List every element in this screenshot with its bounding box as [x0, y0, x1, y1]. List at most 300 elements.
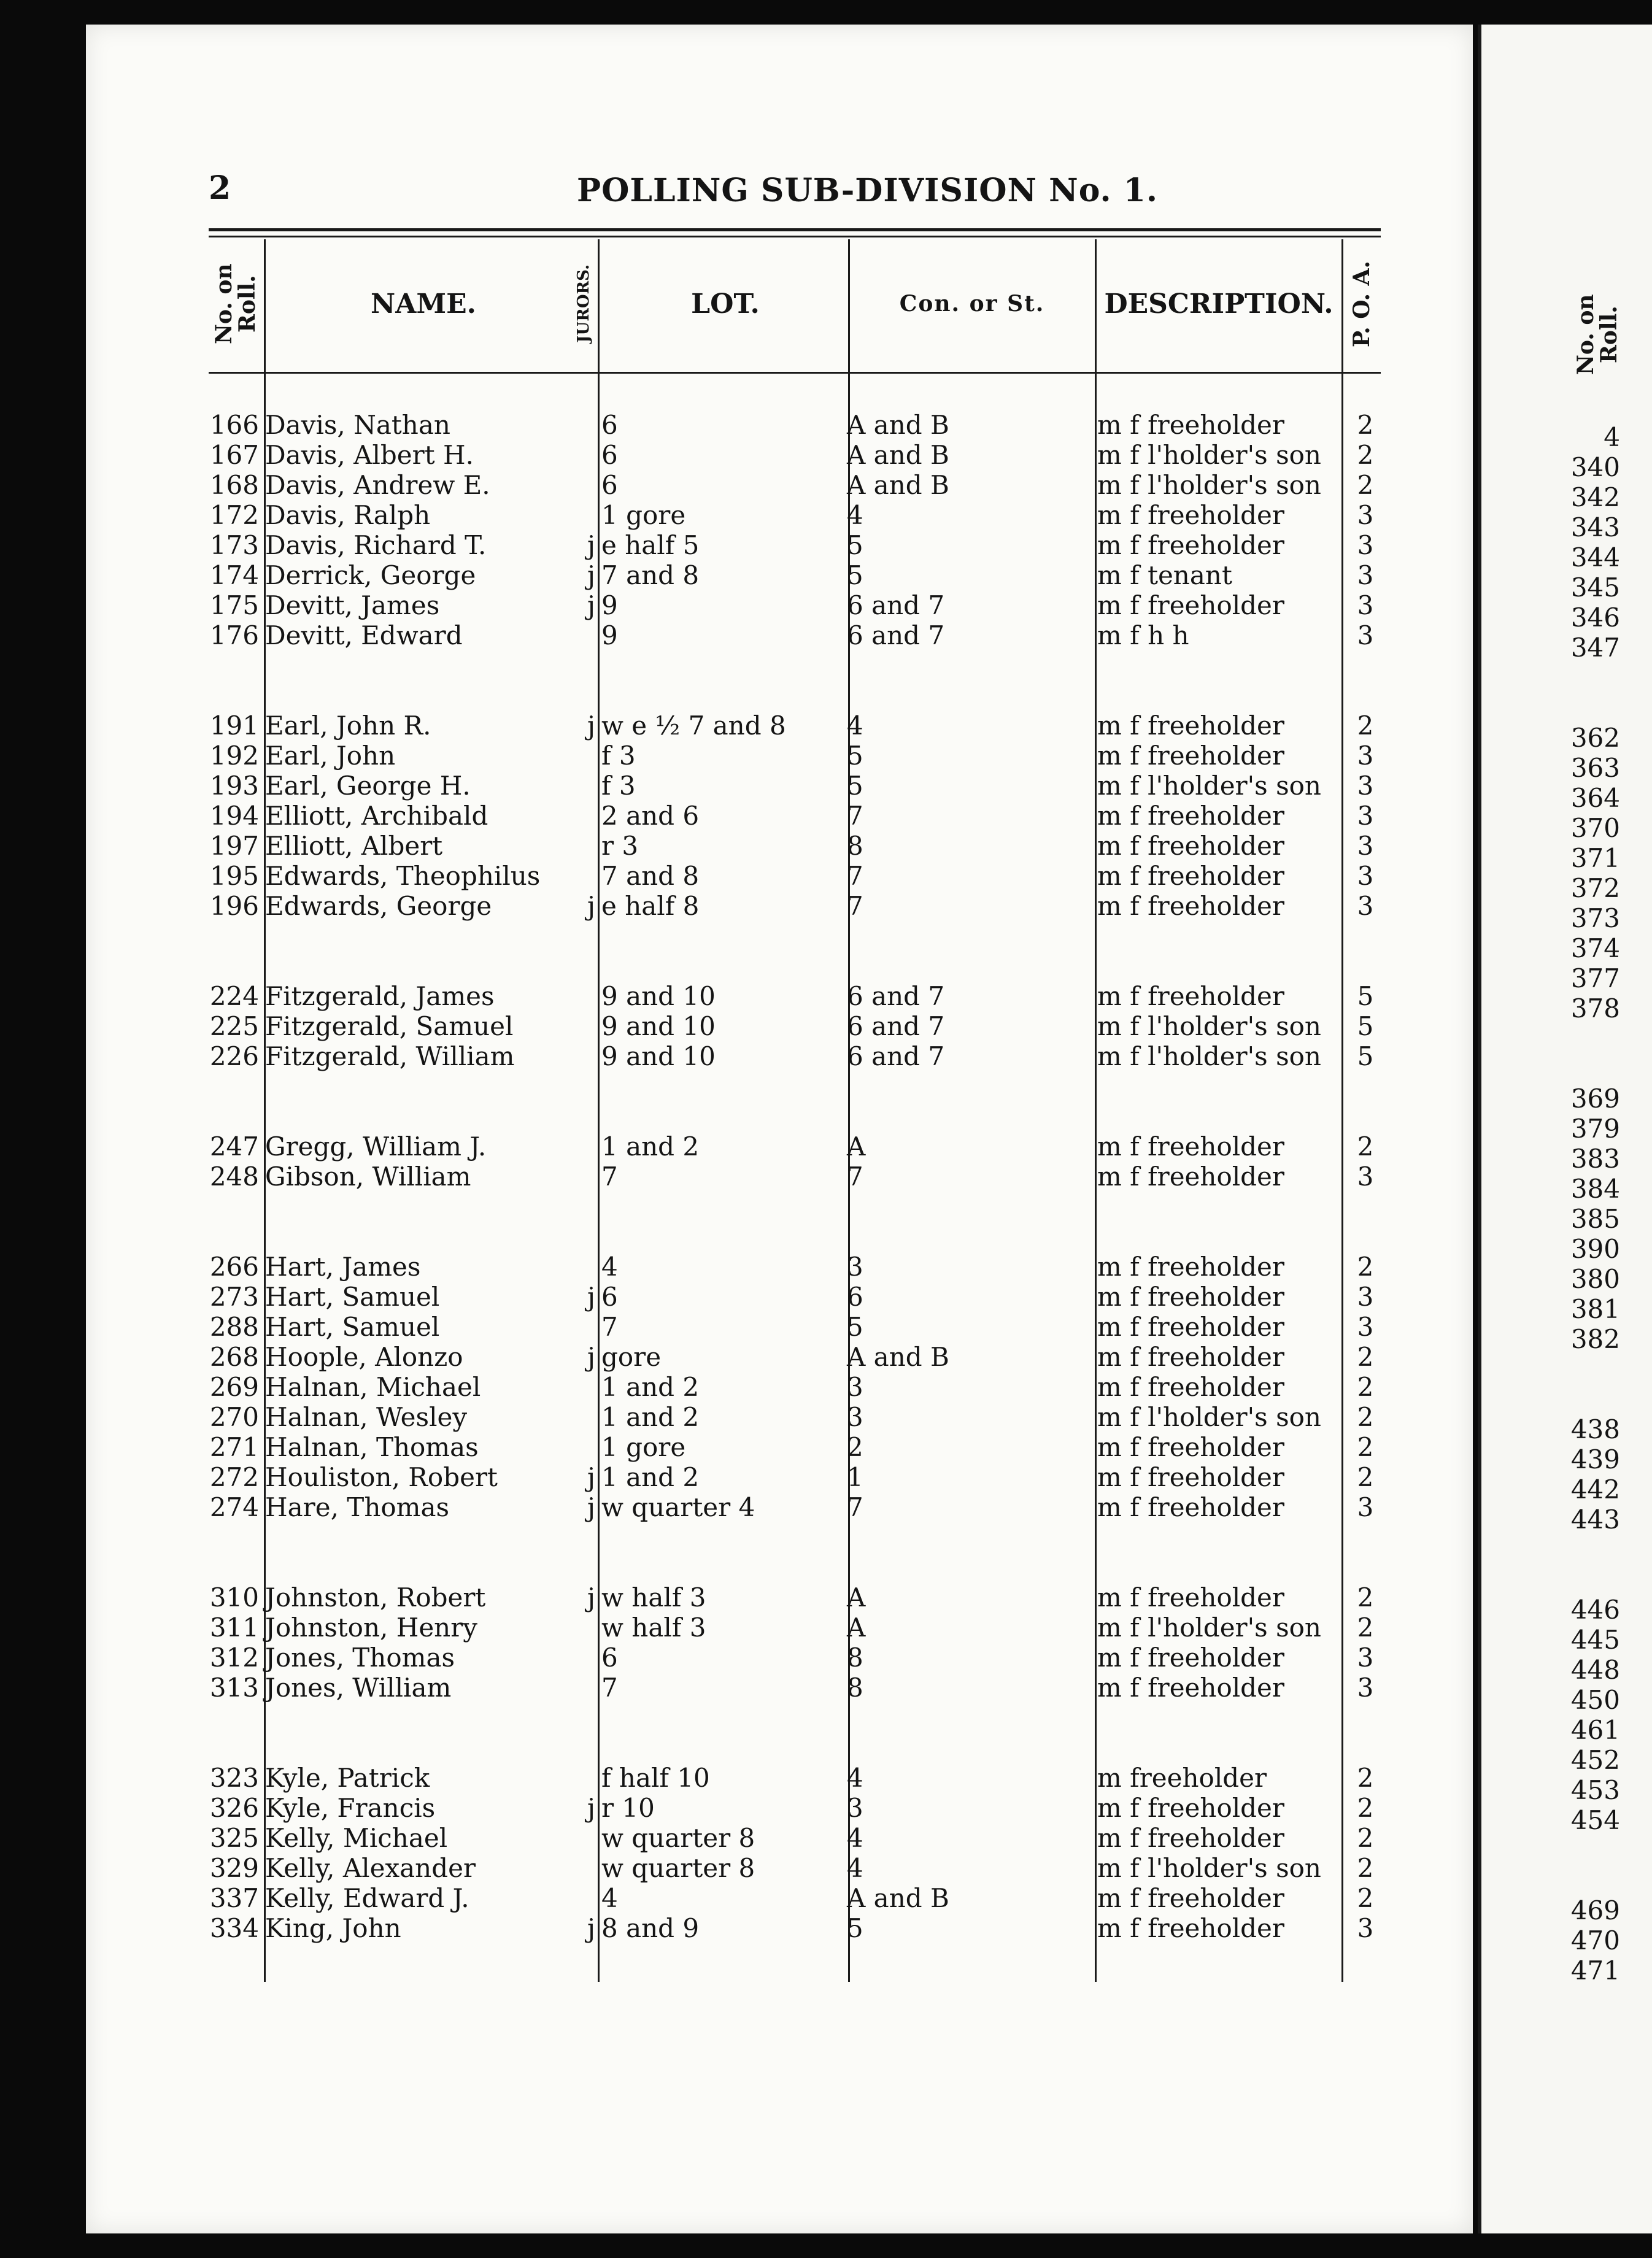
- juror-mark: j: [587, 530, 595, 560]
- lot-cell: 9: [601, 590, 618, 620]
- poa-cell: 2: [1357, 1372, 1374, 1402]
- concession-cell: 3: [847, 1402, 863, 1432]
- roll-number: 192: [209, 741, 259, 771]
- concession-cell: 3: [847, 1793, 863, 1823]
- table-row: [209, 620, 1381, 650]
- voter-name: Earl, John: [265, 741, 396, 771]
- lot-cell: 7: [601, 1312, 618, 1342]
- column-header-lot: LOT.: [691, 288, 760, 320]
- table-row: [209, 1162, 1381, 1192]
- voter-name: Davis, Nathan: [265, 410, 450, 440]
- poa-cell: 3: [1357, 1673, 1374, 1703]
- description-cell: m f l'holder's son: [1097, 1613, 1321, 1643]
- lot-cell: f 3: [601, 771, 636, 801]
- lot-cell: 6: [601, 470, 618, 500]
- entry-group: [209, 1131, 1381, 1192]
- lot-cell: r 3: [601, 831, 639, 861]
- lot-cell: e half 5: [601, 530, 700, 560]
- lot-cell: 9 and 10: [601, 1041, 716, 1071]
- description-cell: m f l'holder's son: [1097, 1402, 1321, 1432]
- poa-cell: 2: [1357, 1402, 1374, 1432]
- voter-name: Kelly, Michael: [265, 1823, 448, 1853]
- concession-cell: 7: [847, 891, 863, 921]
- poa-cell: 3: [1357, 500, 1374, 530]
- roll-number: 272: [209, 1462, 259, 1492]
- right-roll-number: 383: [1570, 1144, 1620, 1174]
- concession-cell: 2: [847, 1432, 863, 1462]
- concession-cell: 4: [847, 1763, 863, 1793]
- roll-number: 248: [209, 1162, 259, 1192]
- roll-number: 269: [209, 1372, 259, 1402]
- poa-cell: 3: [1357, 1643, 1374, 1673]
- lot-cell: 7: [601, 1673, 618, 1703]
- voter-name: Edwards, Theophilus: [265, 861, 541, 891]
- description-cell: m f l'holder's son: [1097, 470, 1321, 500]
- roll-number: 323: [209, 1763, 259, 1793]
- description-cell: m f freeholder: [1097, 530, 1284, 560]
- concession-cell: 6 and 7: [847, 1041, 945, 1071]
- poa-cell: 3: [1357, 530, 1374, 560]
- lot-cell: 4: [601, 1883, 618, 1913]
- voter-name: Hart, Samuel: [265, 1312, 440, 1342]
- roll-number: 172: [209, 500, 259, 530]
- lot-cell: w e ½ 7 and 8: [601, 711, 786, 741]
- table-row: [209, 1342, 1381, 1372]
- poa-cell: 5: [1357, 1041, 1374, 1071]
- voter-name: Earl, John R.: [265, 711, 431, 741]
- poa-cell: 5: [1357, 1011, 1374, 1041]
- column-header-no-on-roll: No. on Roll.: [211, 263, 260, 344]
- concession-cell: 4: [847, 1823, 863, 1853]
- table-row: [209, 741, 1381, 771]
- table-row: [209, 530, 1381, 560]
- juror-mark: j: [587, 590, 595, 620]
- description-cell: m f freeholder: [1097, 1462, 1284, 1492]
- right-roll-number: 371: [1570, 843, 1620, 873]
- description-cell: m f l'holder's son: [1097, 1853, 1321, 1883]
- voter-name: King, John: [265, 1913, 401, 1943]
- voter-name: Elliott, Archibald: [265, 801, 488, 831]
- juror-mark: j: [587, 1492, 595, 1522]
- concession-cell: 5: [847, 1913, 863, 1943]
- table-row: [209, 1131, 1381, 1162]
- poa-cell: 3: [1357, 1492, 1374, 1522]
- roll-number: 270: [209, 1402, 259, 1432]
- voter-name: Gregg, William J.: [265, 1131, 487, 1162]
- description-cell: m f freeholder: [1097, 1252, 1284, 1282]
- juror-mark: j: [587, 1282, 595, 1312]
- description-cell: m f l'holder's son: [1097, 1011, 1321, 1041]
- description-cell: m f tenant: [1097, 560, 1232, 590]
- roll-number: 193: [209, 771, 259, 801]
- right-roll-number: 347: [1570, 633, 1620, 663]
- voter-name: Gibson, William: [265, 1162, 471, 1192]
- poa-cell: 3: [1357, 1312, 1374, 1342]
- juror-mark: j: [587, 711, 595, 741]
- voter-name: Halnan, Wesley: [265, 1402, 468, 1432]
- description-cell: m f freeholder: [1097, 1432, 1284, 1462]
- header-rule-bottom: [209, 236, 1381, 237]
- lot-cell: 6: [601, 410, 618, 440]
- voter-name: Kelly, Alexander: [265, 1853, 476, 1883]
- table-row: [209, 1432, 1381, 1462]
- description-cell: m f freeholder: [1097, 1342, 1284, 1372]
- column-header-jurors: JURORS.: [574, 264, 593, 343]
- table-row: [209, 891, 1381, 921]
- table-row: [209, 1763, 1381, 1793]
- voter-name: Elliott, Albert: [265, 831, 443, 861]
- poa-cell: 3: [1357, 861, 1374, 891]
- poa-cell: 2: [1357, 470, 1374, 500]
- roll-number: 311: [209, 1613, 259, 1643]
- juror-mark: j: [587, 1462, 595, 1492]
- roll-number: 167: [209, 440, 259, 470]
- roll-number: 325: [209, 1823, 259, 1853]
- description-cell: m f freeholder: [1097, 1913, 1284, 1943]
- roll-number: 226: [209, 1041, 259, 1071]
- entry-group: [209, 711, 1381, 921]
- right-roll-number: 343: [1570, 512, 1620, 542]
- right-roll-number: 374: [1570, 933, 1620, 963]
- concession-cell: A and B: [847, 470, 949, 500]
- description-cell: m f freeholder: [1097, 801, 1284, 831]
- lot-cell: r 10: [601, 1793, 655, 1823]
- table-row: [209, 1041, 1381, 1071]
- voter-name: Devitt, James: [265, 590, 440, 620]
- poa-cell: 2: [1357, 1613, 1374, 1643]
- poa-cell: 2: [1357, 1793, 1374, 1823]
- voter-roll-table: [209, 410, 1381, 2003]
- roll-number: 175: [209, 590, 259, 620]
- poa-cell: 3: [1357, 891, 1374, 921]
- voter-name: Hart, Samuel: [265, 1282, 440, 1312]
- description-cell: m f freeholder: [1097, 1643, 1284, 1673]
- description-cell: m f freeholder: [1097, 1793, 1284, 1823]
- roll-number: 266: [209, 1252, 259, 1282]
- description-cell: m f freeholder: [1097, 741, 1284, 771]
- right-roll-number: 438: [1570, 1414, 1620, 1444]
- roll-number: 329: [209, 1853, 259, 1883]
- voter-name: Fitzgerald, James: [265, 981, 495, 1011]
- concession-cell: 5: [847, 741, 863, 771]
- table-row: [209, 1282, 1381, 1312]
- description-cell: m f freeholder: [1097, 1823, 1284, 1853]
- table-row: [209, 1823, 1381, 1853]
- poa-cell: 3: [1357, 741, 1374, 771]
- concession-cell: 6 and 7: [847, 590, 945, 620]
- description-cell: m f freeholder: [1097, 891, 1284, 921]
- right-roll-number: 370: [1570, 813, 1620, 843]
- concession-cell: A and B: [847, 440, 949, 470]
- table-row: [209, 831, 1381, 861]
- lot-cell: 6: [601, 1643, 618, 1673]
- right-roll-number: 340: [1570, 452, 1620, 482]
- concession-cell: 6 and 7: [847, 981, 945, 1011]
- poa-cell: 2: [1357, 410, 1374, 440]
- voter-name: Johnston, Henry: [265, 1613, 478, 1643]
- table-row: [209, 771, 1381, 801]
- voter-name: Devitt, Edward: [265, 620, 463, 650]
- poa-cell: 2: [1357, 1462, 1374, 1492]
- description-cell: m f freeholder: [1097, 831, 1284, 861]
- roll-number: 337: [209, 1883, 259, 1913]
- table-row: [209, 1643, 1381, 1673]
- concession-cell: 4: [847, 1853, 863, 1883]
- concession-cell: 4: [847, 500, 863, 530]
- right-roll-number: 446: [1570, 1595, 1620, 1625]
- page-header: [209, 169, 1375, 225]
- concession-cell: 4: [847, 711, 863, 741]
- lot-cell: f 3: [601, 741, 636, 771]
- table-row: [209, 1372, 1381, 1402]
- roll-number: 334: [209, 1913, 259, 1943]
- right-roll-number: 369: [1570, 1084, 1620, 1114]
- voter-name: Jones, Thomas: [265, 1643, 455, 1673]
- voter-name: Hart, James: [265, 1252, 421, 1282]
- description-cell: m f l'holder's son: [1097, 1041, 1321, 1071]
- lot-cell: 1 and 2: [601, 1402, 700, 1432]
- right-page: [1478, 25, 1652, 2233]
- right-roll-number: 345: [1570, 572, 1620, 603]
- poa-cell: 2: [1357, 1853, 1374, 1883]
- concession-cell: 5: [847, 1312, 863, 1342]
- right-roll-number: 372: [1570, 873, 1620, 903]
- concession-cell: 8: [847, 1673, 863, 1703]
- lot-cell: 4: [601, 1252, 618, 1282]
- lot-cell: 6: [601, 440, 618, 470]
- right-roll-number: 379: [1570, 1114, 1620, 1144]
- right-roll-number: 346: [1570, 603, 1620, 633]
- concession-cell: A and B: [847, 1883, 949, 1913]
- table-row: [209, 1883, 1381, 1913]
- lot-cell: w quarter 4: [601, 1492, 755, 1522]
- table-row: [209, 1913, 1381, 1943]
- poa-cell: 3: [1357, 1913, 1374, 1943]
- juror-mark: j: [587, 1342, 595, 1372]
- table-row: [209, 1312, 1381, 1342]
- lot-cell: 7 and 8: [601, 861, 700, 891]
- concession-cell: 7: [847, 1492, 863, 1522]
- description-cell: m f freeholder: [1097, 1282, 1284, 1312]
- entry-group: [209, 1582, 1381, 1703]
- page-title: POLLING SUB-DIVISION No. 1.: [577, 172, 1158, 209]
- lot-cell: 6: [601, 1282, 618, 1312]
- concession-cell: 6: [847, 1282, 863, 1312]
- right-roll-number: 439: [1570, 1444, 1620, 1474]
- roll-number: 168: [209, 470, 259, 500]
- voter-name: Fitzgerald, Samuel: [265, 1011, 514, 1041]
- voter-name: Fitzgerald, William: [265, 1041, 515, 1071]
- voter-name: Jones, William: [265, 1673, 452, 1703]
- roll-number: 273: [209, 1282, 259, 1312]
- column-header-rule: [209, 372, 1381, 374]
- right-roll-number: 461: [1570, 1715, 1620, 1745]
- roll-number: 196: [209, 891, 259, 921]
- poa-cell: 3: [1357, 771, 1374, 801]
- voter-name: Halnan, Thomas: [265, 1432, 479, 1462]
- concession-cell: 7: [847, 861, 863, 891]
- right-roll-number: 377: [1570, 963, 1620, 993]
- concession-cell: A: [847, 1613, 866, 1643]
- juror-mark: j: [587, 1582, 595, 1613]
- column-header-name: NAME.: [371, 288, 476, 320]
- roll-number: 312: [209, 1643, 259, 1673]
- table-row: [209, 500, 1381, 530]
- lot-cell: 8 and 9: [601, 1913, 700, 1943]
- roll-number: 195: [209, 861, 259, 891]
- roll-number: 176: [209, 620, 259, 650]
- right-roll-number: 471: [1570, 1956, 1620, 1986]
- roll-number: 174: [209, 560, 259, 590]
- right-roll-number: 445: [1570, 1625, 1620, 1655]
- right-roll-number: 384: [1570, 1174, 1620, 1204]
- right-roll-number: 378: [1570, 993, 1620, 1023]
- right-roll-number: 385: [1570, 1204, 1620, 1234]
- poa-cell: 2: [1357, 440, 1374, 470]
- lot-cell: 1 gore: [601, 500, 686, 530]
- voter-name: Johnston, Robert: [265, 1582, 486, 1613]
- table-row: [209, 1673, 1381, 1703]
- lot-cell: w half 3: [601, 1582, 706, 1613]
- table-row: [209, 981, 1381, 1011]
- table-row: [209, 440, 1381, 470]
- description-cell: m f l'holder's son: [1097, 440, 1321, 470]
- entry-group: [209, 410, 1381, 650]
- table-row: [209, 1793, 1381, 1823]
- lot-cell: 1 and 2: [601, 1131, 700, 1162]
- concession-cell: A and B: [847, 1342, 949, 1372]
- table-row: [209, 410, 1381, 440]
- concession-cell: A: [847, 1131, 866, 1162]
- description-cell: m f freeholder: [1097, 1492, 1284, 1522]
- poa-cell: 2: [1357, 1763, 1374, 1793]
- right-roll-number: 342: [1570, 482, 1620, 512]
- right-roll-number: 454: [1570, 1805, 1620, 1835]
- lot-cell: 1 and 2: [601, 1372, 700, 1402]
- right-roll-number: 382: [1570, 1324, 1620, 1354]
- table-row: [209, 560, 1381, 590]
- table-row: [209, 1011, 1381, 1041]
- poa-cell: 3: [1357, 1282, 1374, 1312]
- roll-number: 224: [209, 981, 259, 1011]
- voter-name: Edwards, George: [265, 891, 492, 921]
- roll-number: 247: [209, 1131, 259, 1162]
- poa-cell: 3: [1357, 801, 1374, 831]
- column-header-description: DESCRIPTION.: [1104, 288, 1334, 320]
- poa-cell: 2: [1357, 711, 1374, 741]
- roll-number: 310: [209, 1582, 259, 1613]
- right-column-header-no-on-roll: No. on Roll.: [1573, 294, 1622, 375]
- right-roll-number: 380: [1570, 1264, 1620, 1294]
- description-cell: m f freeholder: [1097, 410, 1284, 440]
- entry-group: [209, 1252, 1381, 1522]
- table-row: [209, 1462, 1381, 1492]
- juror-mark: j: [587, 560, 595, 590]
- description-cell: m f freeholder: [1097, 500, 1284, 530]
- description-cell: m f freeholder: [1097, 1131, 1284, 1162]
- concession-cell: 3: [847, 1252, 863, 1282]
- concession-cell: 5: [847, 560, 863, 590]
- right-roll-number: 4: [1604, 422, 1620, 452]
- lot-cell: 7 and 8: [601, 560, 700, 590]
- right-roll-number: 364: [1570, 783, 1620, 813]
- description-cell: m freeholder: [1097, 1763, 1267, 1793]
- table-row: [209, 861, 1381, 891]
- voter-name: Halnan, Michael: [265, 1372, 481, 1402]
- table-row: [209, 801, 1381, 831]
- description-cell: m f l'holder's son: [1097, 771, 1321, 801]
- voter-name: Kyle, Patrick: [265, 1763, 430, 1793]
- poa-cell: 3: [1357, 620, 1374, 650]
- concession-cell: 8: [847, 831, 863, 861]
- right-roll-number: 442: [1570, 1474, 1620, 1505]
- poa-cell: 2: [1357, 1823, 1374, 1853]
- lot-cell: 9 and 10: [601, 981, 716, 1011]
- poa-cell: 3: [1357, 560, 1374, 590]
- page-number: 2: [209, 169, 231, 207]
- voter-name: Davis, Andrew E.: [265, 470, 490, 500]
- lot-cell: f half 10: [601, 1763, 710, 1793]
- table-row: [209, 1402, 1381, 1432]
- description-cell: m f freeholder: [1097, 1883, 1284, 1913]
- right-roll-number: 344: [1570, 542, 1620, 572]
- concession-cell: A: [847, 1582, 866, 1613]
- poa-cell: 3: [1357, 1162, 1374, 1192]
- voter-name: Kelly, Edward J.: [265, 1883, 469, 1913]
- lot-cell: w quarter 8: [601, 1823, 755, 1853]
- entry-group: [209, 981, 1381, 1071]
- concession-cell: 6 and 7: [847, 620, 945, 650]
- juror-mark: j: [587, 1793, 595, 1823]
- description-cell: m f freeholder: [1097, 1312, 1284, 1342]
- right-roll-number: 443: [1570, 1505, 1620, 1535]
- right-roll-number: 448: [1570, 1655, 1620, 1685]
- description-cell: m f freeholder: [1097, 1162, 1284, 1192]
- lot-cell: 9 and 10: [601, 1011, 716, 1041]
- roll-number: 166: [209, 410, 259, 440]
- entry-group: [209, 1763, 1381, 1943]
- voter-name: Hare, Thomas: [265, 1492, 450, 1522]
- poa-cell: 3: [1357, 590, 1374, 620]
- voter-name: Kyle, Francis: [265, 1793, 436, 1823]
- description-cell: m f freeholder: [1097, 711, 1284, 741]
- roll-number: 271: [209, 1432, 259, 1462]
- description-cell: m f freeholder: [1097, 981, 1284, 1011]
- poa-cell: 3: [1357, 831, 1374, 861]
- table-row: [209, 590, 1381, 620]
- table-row: [209, 1582, 1381, 1613]
- description-cell: m f freeholder: [1097, 1372, 1284, 1402]
- concession-cell: 7: [847, 801, 863, 831]
- concession-cell: 7: [847, 1162, 863, 1192]
- right-roll-number: 362: [1570, 723, 1620, 753]
- voter-name: Earl, George H.: [265, 771, 471, 801]
- right-roll-number: 373: [1570, 903, 1620, 933]
- roll-number: 288: [209, 1312, 259, 1342]
- poa-cell: 2: [1357, 1131, 1374, 1162]
- roll-number: 194: [209, 801, 259, 831]
- right-roll-number: 390: [1570, 1234, 1620, 1264]
- roll-number: 173: [209, 530, 259, 560]
- table-row: [209, 1492, 1381, 1522]
- voter-name: Davis, Richard T.: [265, 530, 487, 560]
- roll-number: 313: [209, 1673, 259, 1703]
- voter-name: Davis, Ralph: [265, 500, 431, 530]
- table-row: [209, 1853, 1381, 1883]
- description-cell: m f freeholder: [1097, 1673, 1284, 1703]
- roll-number: 326: [209, 1793, 259, 1823]
- juror-mark: j: [587, 1913, 595, 1943]
